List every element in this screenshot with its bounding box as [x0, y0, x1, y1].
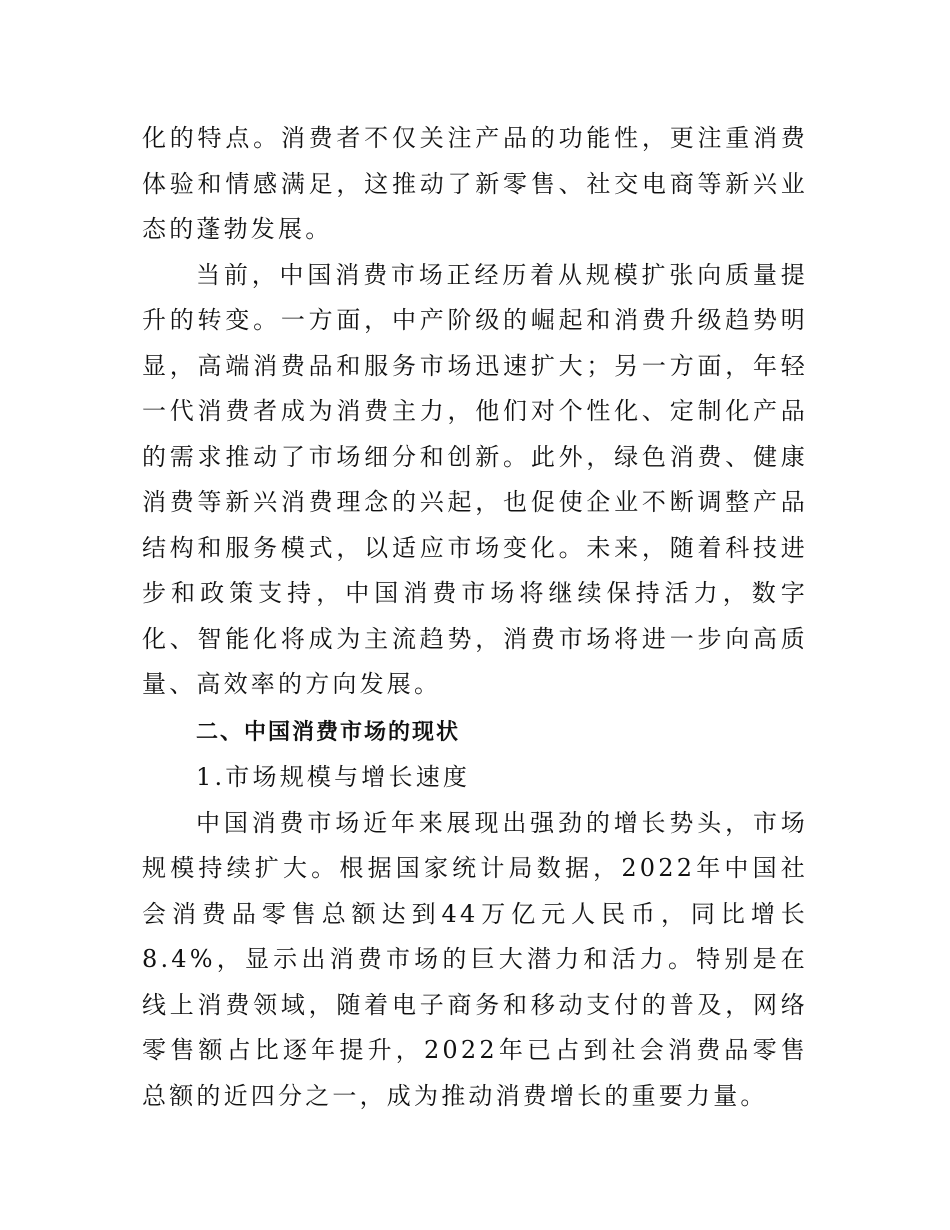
- subsection-heading: 1.市场规模与增长速度: [196, 763, 471, 791]
- section-heading: 二、中国消费市场的现状: [196, 719, 461, 745]
- paragraph-market-scale: 中国消费市场近年来展现出强劲的增长势头，市场规模持续扩大。根据国家统计局数据，2022年中国社会消费品零售总额达到44万亿元人民币，同比增长8.4%，显示出消费市场的巨大潜力和活力。特别是在线上消费领域，随着电子商务和移动支付的普及，网络零售额占比逐年提升，2022年已占到社会消费品零售总额的近四分之一，成为推动消费增长的重要力量。: [142, 808, 808, 1110]
- paragraph-continued: 化的特点。消费者不仅关注产品的功能性，更注重消费体验和情感满足，这推动了新零售、社交电商等新兴业态的蓬勃发展。: [142, 124, 808, 243]
- paragraph-current-state: 当前，中国消费市场正经历着从规模扩张向质量提升的转变。一方面，中产阶级的崛起和消费升级趋势明显，高端消费品和服务市场迅速扩大；另一方面，年轻一代消费者成为消费主力，他们对个性化、定制化产品的需求推动了市场细分和创新。此外，绿色消费、健康消费等新兴消费理念的兴起，也促使企业不断调整产品结构和服务模式，以适应市场变化。未来，随着科技进步和政策支持，中国消费市场将继续保持活力，数字化、智能化将成为主流趋势，消费市场将进一步向高质量、高效率的方向发展。: [142, 260, 808, 698]
- document-body: [142, 116, 808, 1119]
